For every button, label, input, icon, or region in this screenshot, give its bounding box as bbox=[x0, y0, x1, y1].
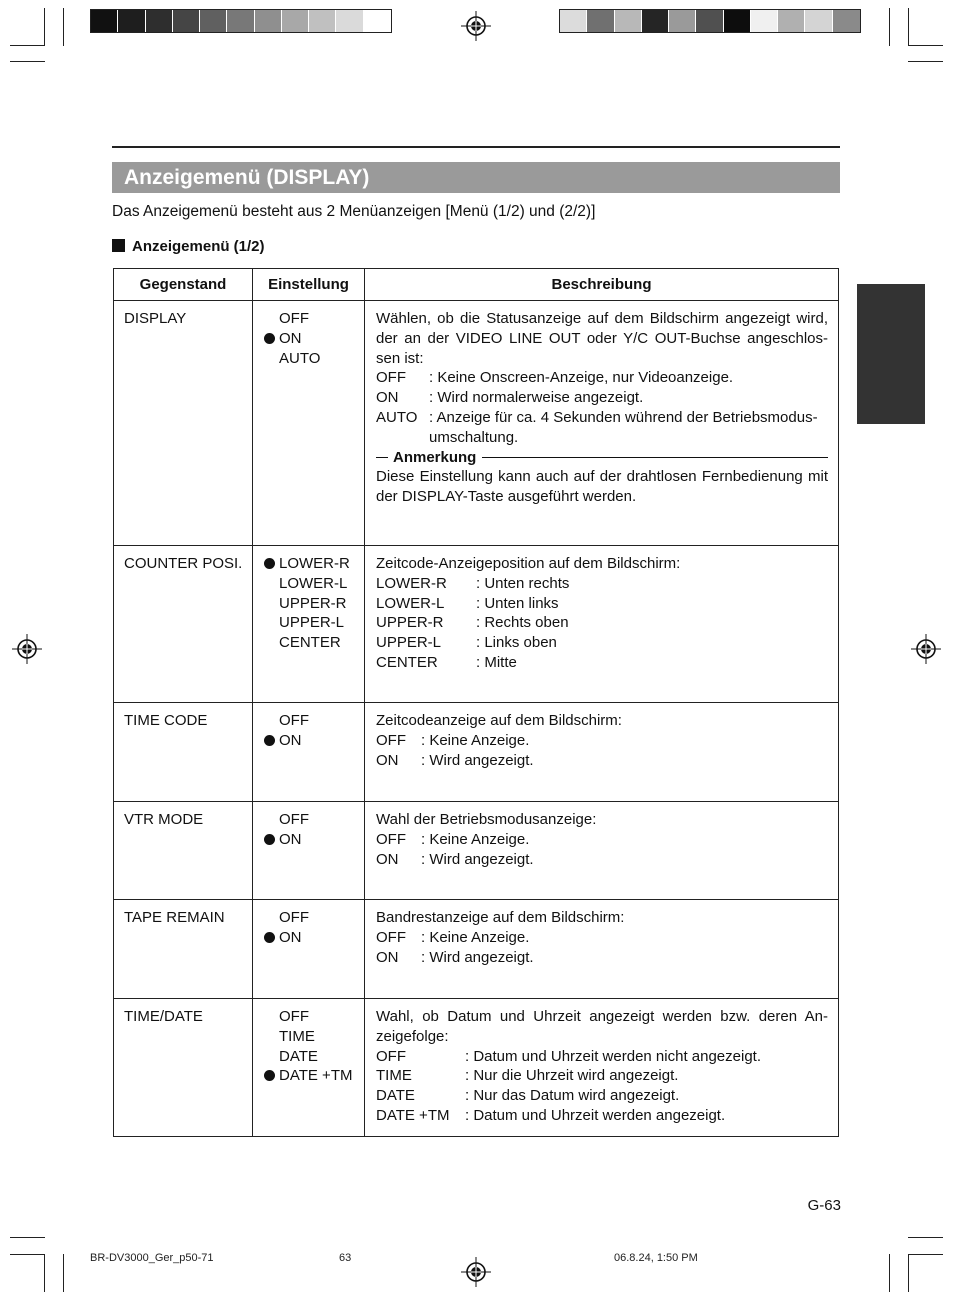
color-swatch bbox=[255, 10, 282, 32]
cell-setting bbox=[253, 301, 365, 545]
setting-option bbox=[264, 908, 364, 928]
crop-mark bbox=[44, 8, 45, 46]
setting-option bbox=[264, 1047, 364, 1067]
setting-option bbox=[264, 309, 364, 329]
crop-mark bbox=[63, 8, 64, 46]
setting-option-label: LOWER-L bbox=[279, 574, 348, 592]
definition-line bbox=[376, 408, 828, 448]
cell-item: TAPE REMAIN bbox=[114, 900, 253, 998]
setting-option-label: ON bbox=[279, 928, 302, 946]
definition-value: : Keine Anzeige. bbox=[421, 731, 530, 749]
page-number: G-63 bbox=[807, 1197, 841, 1214]
color-swatch bbox=[560, 10, 587, 32]
color-swatch bbox=[91, 10, 118, 32]
setting-option-label: LOWER-R bbox=[279, 555, 350, 572]
definition-value: : Wird angezeigt. bbox=[421, 948, 534, 966]
definition-line bbox=[376, 653, 828, 673]
setting-option bbox=[264, 1066, 364, 1086]
side-tab-marker bbox=[857, 284, 925, 424]
definition-key: UPPER-R bbox=[376, 614, 444, 632]
default-bullet-icon bbox=[264, 329, 279, 349]
note-title: Anmerkung bbox=[393, 448, 477, 466]
definition-key: ON bbox=[376, 751, 399, 769]
setting-option bbox=[264, 594, 364, 614]
header-item: Gegenstand bbox=[114, 269, 253, 300]
setting-option-label: DATE +TM bbox=[279, 1067, 353, 1085]
crop-mark bbox=[63, 1254, 64, 1292]
definition-value: : Wird angezeigt. bbox=[421, 751, 534, 769]
header-rule bbox=[112, 146, 840, 148]
footer-sheet: 63 bbox=[339, 1252, 352, 1264]
cell-description bbox=[365, 900, 838, 998]
definition-line bbox=[376, 633, 828, 653]
color-swatch bbox=[669, 10, 696, 32]
color-swatch bbox=[615, 10, 642, 32]
setting-option-label: DATE bbox=[279, 1047, 318, 1065]
setting-option bbox=[264, 613, 364, 633]
setting-option-label: TIME bbox=[279, 1027, 315, 1045]
cell-item: DISPLAY bbox=[114, 301, 253, 545]
setting-option bbox=[264, 830, 364, 850]
color-swatch bbox=[118, 10, 145, 32]
color-swatch bbox=[642, 10, 669, 32]
setting-option-label: OFF bbox=[279, 909, 309, 926]
description-intro: Zeitcode-Anzeigeposition auf dem Bildschirm: bbox=[376, 555, 681, 572]
setting-option bbox=[264, 711, 364, 731]
setting-option-label: OFF bbox=[279, 310, 309, 327]
definition-line bbox=[376, 928, 828, 948]
definition-value: : Datum und Uhrzeit werden nicht angezeigt. bbox=[465, 1047, 761, 1065]
crop-mark bbox=[908, 8, 909, 46]
definition-key: AUTO bbox=[376, 408, 418, 426]
footer-timestamp: 06.8.24, 1:50 PM bbox=[614, 1252, 698, 1264]
definition-value: : Keine Onscreen-Anzeige, nur Videoanzeige. bbox=[429, 369, 734, 387]
crop-mark bbox=[908, 1254, 943, 1255]
definition-line bbox=[376, 388, 828, 408]
definition-value: : Links oben bbox=[476, 634, 557, 652]
definition-key: ON bbox=[376, 389, 399, 407]
crop-mark bbox=[908, 1254, 909, 1292]
definition-key: OFF bbox=[376, 369, 406, 387]
crop-mark bbox=[908, 61, 943, 62]
section-heading bbox=[112, 238, 265, 255]
definition-key: OFF bbox=[376, 928, 406, 946]
definition-value: : Anzeige für ca. 4 Sekunden wührend der Betriebsmodus-umschaltung. bbox=[429, 408, 818, 446]
cell-item: COUNTER POSI. bbox=[114, 546, 253, 702]
crop-mark bbox=[10, 61, 45, 62]
setting-option bbox=[264, 928, 364, 948]
definition-value: : Nur die Uhrzeit wird angezeigt. bbox=[465, 1067, 679, 1085]
color-swatch bbox=[778, 10, 805, 32]
definition-value: : Nur das Datum wird angezeigt. bbox=[465, 1087, 680, 1105]
setting-option-label: ON bbox=[279, 731, 302, 749]
cell-description bbox=[365, 301, 838, 545]
registration-target-icon bbox=[461, 1257, 491, 1287]
colorbar-right bbox=[559, 9, 861, 33]
default-bullet-icon bbox=[264, 1066, 279, 1086]
crop-mark bbox=[10, 1237, 45, 1238]
table-row bbox=[114, 702, 838, 801]
color-swatch bbox=[173, 10, 200, 32]
crop-mark bbox=[44, 1254, 45, 1292]
setting-option bbox=[264, 554, 364, 574]
definition-key: OFF bbox=[376, 731, 406, 749]
note-heading bbox=[376, 448, 828, 468]
registration-target-icon bbox=[461, 11, 491, 41]
definition-key: UPPER-L bbox=[376, 634, 442, 652]
settings-table bbox=[113, 268, 839, 1137]
section-heading-text: Anzeigemenü (1/2) bbox=[132, 238, 265, 255]
cell-item: VTR MODE bbox=[114, 802, 253, 899]
color-swatch bbox=[282, 10, 309, 32]
setting-option-label: OFF bbox=[279, 712, 309, 729]
setting-option bbox=[264, 1027, 364, 1047]
definition-line bbox=[376, 1066, 828, 1086]
square-bullet-icon bbox=[112, 239, 125, 252]
crop-mark bbox=[889, 1254, 890, 1292]
definition-line bbox=[376, 1106, 828, 1126]
colorbar-left bbox=[90, 9, 392, 33]
crop-mark bbox=[889, 8, 890, 46]
definition-line bbox=[376, 613, 828, 633]
cell-item: TIME/DATE bbox=[114, 999, 253, 1136]
table-row bbox=[114, 801, 838, 899]
color-swatch bbox=[364, 10, 391, 32]
setting-option-label: UPPER-L bbox=[279, 614, 345, 632]
color-swatch bbox=[587, 10, 614, 32]
definition-value: : Mitte bbox=[476, 653, 517, 671]
registration-target-icon bbox=[12, 634, 42, 664]
definition-line bbox=[376, 1086, 828, 1106]
color-swatch bbox=[805, 10, 832, 32]
default-bullet-icon bbox=[264, 830, 279, 850]
definition-line bbox=[376, 751, 828, 771]
header-description: Beschreibung bbox=[551, 275, 652, 293]
table-row bbox=[114, 899, 838, 998]
default-bullet-icon bbox=[264, 731, 279, 751]
definition-line bbox=[376, 574, 828, 594]
default-bullet-icon bbox=[264, 554, 279, 574]
table-header-row bbox=[114, 269, 838, 300]
definition-value: : Unten rechts bbox=[476, 574, 570, 592]
definition-key: TIME bbox=[376, 1067, 412, 1085]
cell-item: TIME CODE bbox=[114, 703, 253, 801]
cell-description bbox=[365, 546, 838, 702]
definition-value: : Unten links bbox=[476, 594, 559, 612]
setting-option bbox=[264, 329, 364, 349]
setting-option bbox=[264, 574, 364, 594]
definition-value: : Datum und Uhrzeit werden angezeigt. bbox=[465, 1106, 726, 1124]
color-swatch bbox=[227, 10, 254, 32]
description-intro: Wahl der Betriebsmodusanzeige: bbox=[376, 811, 597, 828]
note-dash bbox=[376, 457, 388, 459]
setting-option bbox=[264, 633, 364, 653]
definition-line bbox=[376, 731, 828, 751]
color-swatch bbox=[146, 10, 173, 32]
cell-setting bbox=[253, 802, 365, 899]
setting-option-label: ON bbox=[279, 830, 302, 848]
definition-value: : Keine Anzeige. bbox=[421, 830, 530, 848]
cell-description bbox=[365, 999, 838, 1136]
intro-text: Das Anzeigemenü besteht aus 2 Menüanzeigen [Menü (1/2) und (2/2)] bbox=[112, 203, 596, 220]
definition-line bbox=[376, 1047, 828, 1067]
setting-option bbox=[264, 810, 364, 830]
crop-mark bbox=[10, 1254, 45, 1255]
color-swatch bbox=[751, 10, 778, 32]
definition-key: OFF bbox=[376, 1047, 406, 1065]
setting-option-label: OFF bbox=[279, 1008, 309, 1025]
cell-setting bbox=[253, 999, 365, 1136]
color-swatch bbox=[336, 10, 363, 32]
definition-line bbox=[376, 830, 828, 850]
definition-value: : Keine Anzeige. bbox=[421, 928, 530, 946]
definition-key: LOWER-R bbox=[376, 574, 447, 592]
definition-key: CENTER bbox=[376, 653, 438, 671]
crop-mark bbox=[908, 1237, 943, 1238]
definition-key: DATE bbox=[376, 1087, 415, 1105]
definition-key: DATE +TM bbox=[376, 1106, 450, 1124]
definition-value: : Wird normalerweise angezeigt. bbox=[429, 389, 644, 407]
description-intro: Bandrestanzeige auf dem Bildschirm: bbox=[376, 909, 625, 926]
note-text: Diese Einstellung kann auch auf der drahtlosen Fernbedienung mit der DISPLAY-Taste ausgeführt werden. bbox=[376, 468, 828, 506]
header-setting: Einstellung bbox=[253, 269, 365, 300]
cell-setting bbox=[253, 546, 365, 702]
table-row bbox=[114, 998, 838, 1136]
cell-description bbox=[365, 703, 838, 801]
table-body bbox=[114, 300, 838, 1136]
definition-line bbox=[376, 368, 828, 388]
setting-option-label: UPPER-R bbox=[279, 594, 347, 612]
registration-target-icon bbox=[911, 634, 941, 664]
setting-option-label: AUTO bbox=[279, 349, 321, 367]
table-row bbox=[114, 545, 838, 702]
default-bullet-icon bbox=[264, 928, 279, 948]
page-title: Anzeigemenü (DISPLAY) bbox=[112, 162, 840, 193]
color-swatch bbox=[833, 10, 860, 32]
definition-line bbox=[376, 850, 828, 870]
cell-setting bbox=[253, 703, 365, 801]
description-intro: Wahl, ob Datum und Uhrzeit angezeigt werden bzw. deren An-zeigefolge: bbox=[376, 1008, 828, 1045]
color-swatch bbox=[200, 10, 227, 32]
color-swatch bbox=[724, 10, 751, 32]
color-swatch bbox=[696, 10, 723, 32]
definition-key: ON bbox=[376, 850, 399, 868]
definition-key: ON bbox=[376, 948, 399, 966]
table-row bbox=[114, 300, 838, 545]
cell-description bbox=[365, 802, 838, 899]
setting-option bbox=[264, 731, 364, 751]
setting-option-label: CENTER bbox=[279, 634, 341, 652]
definition-line bbox=[376, 594, 828, 614]
footer-file: BR-DV3000_Ger_p50-71 bbox=[90, 1252, 214, 1264]
description-intro: Wählen, ob die Statusanzeige auf dem Bildschirm angezeigt wird, der an der VIDEO LINE OUT oder Y/C OUT-Buchse angeschlos-sen ist: bbox=[376, 310, 828, 367]
crop-mark bbox=[908, 45, 943, 46]
description-intro: Zeitcodeanzeige auf dem Bildschirm: bbox=[376, 712, 622, 729]
setting-option bbox=[264, 1007, 364, 1027]
setting-option-label: ON bbox=[279, 329, 302, 347]
crop-mark bbox=[10, 45, 45, 46]
definition-line bbox=[376, 948, 828, 968]
setting-option bbox=[264, 349, 364, 369]
color-swatch bbox=[309, 10, 336, 32]
definition-key: OFF bbox=[376, 830, 406, 848]
note-rule bbox=[482, 457, 828, 459]
setting-option-label: OFF bbox=[279, 811, 309, 828]
cell-setting bbox=[253, 900, 365, 998]
definition-value: : Rechts oben bbox=[476, 614, 569, 632]
definition-key: LOWER-L bbox=[376, 594, 445, 612]
definition-value: : Wird angezeigt. bbox=[421, 850, 534, 868]
